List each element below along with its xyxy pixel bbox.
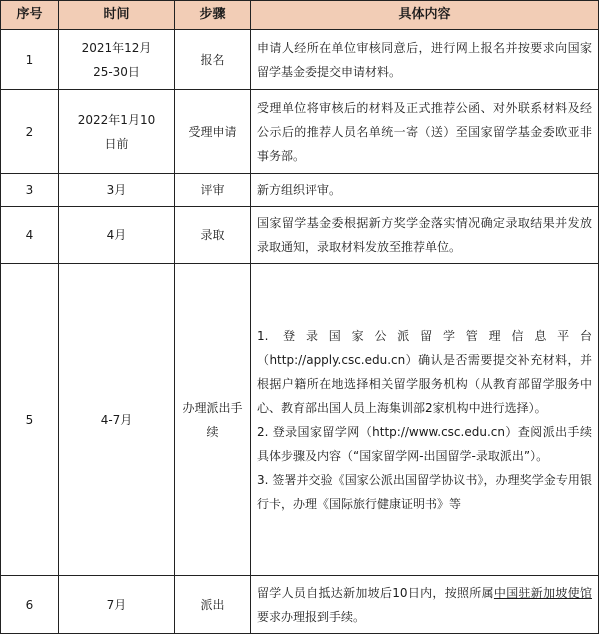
row-seq: 1: [1, 30, 59, 90]
content-paragraph: 1. 登录国家公派留学管理信息平台（http://apply.csc.edu.cn）确认是否需要提交补充材料，并根据户籍所在地选择相关留学服务机构（从教育部留学服务中心、教育部出国人员上海集训部2家机构中进行选择）。: [257, 328, 592, 415]
time-line: 2021年12月: [81, 40, 152, 55]
table-row: [1, 174, 599, 207]
time-line: 25-30日: [93, 64, 140, 79]
embassy-link[interactable]: 中国驻新加坡使馆: [493, 585, 592, 600]
row-seq: 4: [1, 207, 59, 264]
row-time: 7月: [59, 576, 175, 634]
step-line: 续: [206, 424, 219, 439]
row-content: 国家留学基金委根据新方奖学金落实情况确定录取结果并发放录取通知，录取材料发放至推荐单位。: [251, 207, 599, 264]
content-text: 留学人员自抵达新加坡后10日内，按照所属: [257, 585, 494, 600]
content-paragraph: 3. 签署并交验《国家公派出国留学协议书》，办理奖学金专用银行卡，办理《国际旅行健康证明书》等: [257, 472, 592, 511]
row-content: 受理单位将审核后的材料及正式推荐公函、对外联系材料及经公示后的推荐人员名单统一寄（送）至国家留学基金委欧亚非事务部。: [251, 90, 599, 174]
content-paragraph: 2. 登录国家留学网（http://www.csc.edu.cn）查阅派出手续具体步骤及内容（“国家留学网-出国留学-录取派出”）。: [257, 424, 592, 463]
row-seq: 3: [1, 174, 59, 207]
header-row: [1, 1, 599, 30]
row-content: 申请人经所在单位审核同意后，进行网上报名并按要求向国家留学基金委提交申请材料。: [251, 30, 599, 90]
time-line: 日前: [104, 136, 129, 151]
table-row: [1, 90, 599, 174]
row-time: [59, 30, 175, 90]
row-step: 报名: [175, 30, 251, 90]
table-row: [1, 30, 599, 90]
header-time: 时间: [59, 1, 175, 30]
row-seq: 5: [1, 264, 59, 576]
header-content: 具体内容: [251, 1, 599, 30]
time-line: 2022年1月10: [77, 112, 156, 127]
row-content: [251, 576, 599, 634]
step-line: 办理派出手: [182, 400, 243, 415]
row-seq: 6: [1, 576, 59, 634]
table-row: [1, 207, 599, 264]
row-content: [251, 264, 599, 576]
table-row: [1, 264, 599, 576]
row-seq: 2: [1, 90, 59, 174]
row-step: 受理申请: [175, 90, 251, 174]
row-time: 4-7月: [59, 264, 175, 576]
row-time: [59, 90, 175, 174]
table-row: [1, 576, 599, 634]
row-step: 评审: [175, 174, 251, 207]
row-time: 3月: [59, 174, 175, 207]
row-time: 4月: [59, 207, 175, 264]
header-step: 步骤: [175, 1, 251, 30]
row-step: [175, 264, 251, 576]
header-seq: 序号: [1, 1, 59, 30]
row-content: 新方组织评审。: [251, 174, 599, 207]
content-text: 要求办理报到手续。: [257, 609, 366, 624]
row-step: 录取: [175, 207, 251, 264]
row-step: 派出: [175, 576, 251, 634]
